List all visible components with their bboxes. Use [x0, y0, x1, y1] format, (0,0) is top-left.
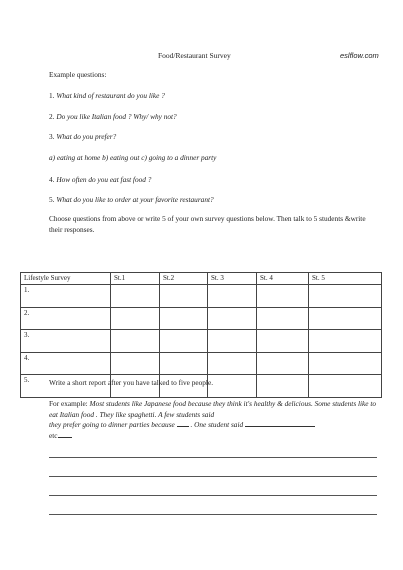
- column-header: St.2: [160, 273, 208, 285]
- question-text: a) eating at home b) eating out c) going to a dinner party: [49, 153, 217, 162]
- response-cell[interactable]: [160, 352, 208, 375]
- writing-line[interactable]: [49, 495, 377, 496]
- response-cell[interactable]: [208, 307, 257, 330]
- report-prompt: Write a short report after you have talked to five people.: [49, 378, 214, 387]
- response-cell[interactable]: [111, 285, 160, 308]
- site-name: eslflow.com: [340, 51, 379, 60]
- writing-line[interactable]: [49, 514, 377, 515]
- response-cell[interactable]: [208, 375, 257, 398]
- question-2: [49, 112, 177, 121]
- question-number: 1.: [49, 91, 55, 100]
- example-paragraph: [49, 399, 379, 441]
- response-cell[interactable]: [257, 307, 309, 330]
- column-header: Lifestyle Survey: [21, 273, 111, 285]
- response-cell[interactable]: [309, 352, 382, 375]
- response-cell[interactable]: [257, 285, 309, 308]
- writing-line[interactable]: [49, 457, 377, 458]
- example-etc: etc: [49, 430, 58, 440]
- response-cell[interactable]: [160, 285, 208, 308]
- question-text: What do you prefer?: [56, 132, 117, 141]
- response-cell[interactable]: [208, 330, 257, 353]
- blank-line: [177, 426, 189, 427]
- example-lead: For example:: [49, 399, 90, 408]
- blank-line: [245, 426, 315, 427]
- response-cell[interactable]: [111, 307, 160, 330]
- example-text-2a: they prefer going to dinner parties because: [49, 420, 175, 429]
- column-header: St. 5: [309, 273, 382, 285]
- blank-line: [58, 437, 72, 438]
- row-label: 3.: [21, 330, 111, 353]
- question-5: [49, 195, 214, 204]
- row-label: 1.: [21, 285, 111, 308]
- response-cell[interactable]: [160, 330, 208, 353]
- table-row: [21, 352, 382, 375]
- question-text: What do you like to order at your favorite restaurant?: [56, 195, 214, 204]
- example-text-2b: . One student said: [190, 420, 244, 429]
- response-cell[interactable]: [309, 330, 382, 353]
- column-header: St. 4: [257, 273, 309, 285]
- question-number: 2.: [49, 112, 55, 121]
- response-cell[interactable]: [257, 375, 309, 398]
- table-row: [21, 330, 382, 353]
- response-cell[interactable]: [257, 352, 309, 375]
- row-label: 5.: [21, 375, 111, 398]
- example-text: Most students like Japanese food because they think it's healthy & delicious. Some students like to eat Italian food . They like spaghetti. A few students said: [49, 399, 377, 419]
- question-number: 5.: [49, 195, 55, 204]
- row-label: 4.: [21, 352, 111, 375]
- column-header: St. 3: [208, 273, 257, 285]
- intro-label: Example questions:: [49, 70, 107, 79]
- response-cell[interactable]: [160, 307, 208, 330]
- table-row: [21, 307, 382, 330]
- writing-line[interactable]: [49, 476, 377, 477]
- row-label: 2.: [21, 307, 111, 330]
- question-text: Do you like Italian food ? Why/ why not?: [56, 112, 177, 121]
- response-cell[interactable]: [111, 352, 160, 375]
- worksheet-title: Food/Restaurant Survey: [158, 51, 231, 60]
- table-header-row: [21, 273, 382, 285]
- response-cell[interactable]: [208, 285, 257, 308]
- response-cell[interactable]: [309, 375, 382, 398]
- question-3: [49, 132, 116, 141]
- response-cell[interactable]: [309, 285, 382, 308]
- question-4: [49, 175, 151, 184]
- response-cell[interactable]: [111, 330, 160, 353]
- question-3-options: [49, 153, 216, 162]
- instruction-text: Choose questions from above or write 5 of your own survey questions below. Then talk to 5 students &write their responses.: [49, 214, 366, 234]
- response-cell[interactable]: [309, 307, 382, 330]
- response-cell[interactable]: [208, 352, 257, 375]
- column-header: St.1: [111, 273, 160, 285]
- table-row: [21, 285, 382, 308]
- question-text: How often do you eat fast food ?: [56, 175, 152, 184]
- question-1: [49, 91, 165, 100]
- question-number: 3.: [49, 132, 55, 141]
- question-number: 4.: [49, 175, 55, 184]
- question-text: What kind of restaurant do you like ?: [56, 91, 165, 100]
- response-cell[interactable]: [257, 330, 309, 353]
